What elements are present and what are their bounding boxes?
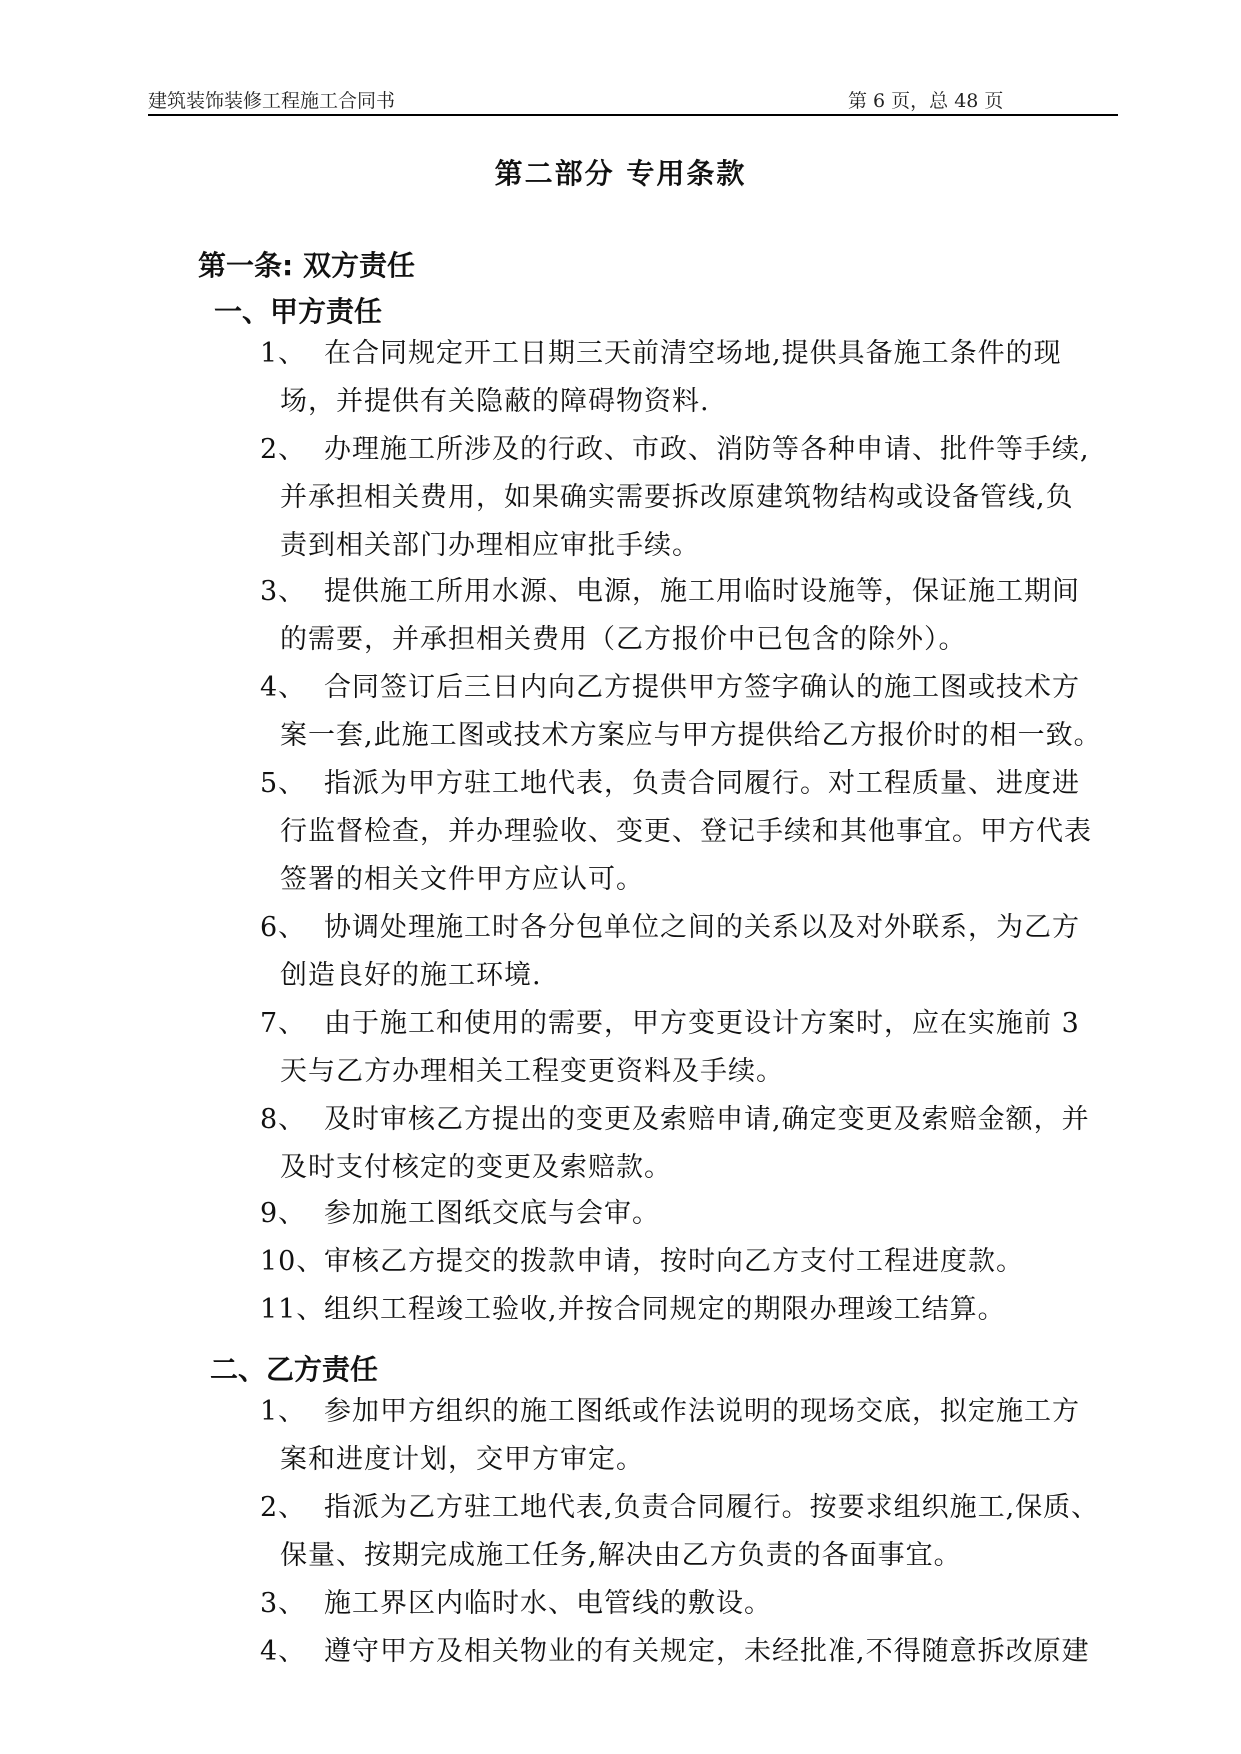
list-item <box>260 330 1120 426</box>
list-item <box>260 1096 1120 1192</box>
list-item <box>260 1000 1120 1096</box>
item-text: 及时支付核定的变更及索赔款。 <box>280 1152 672 1183</box>
item-text: 遵守甲方及相关物业的有关规定，未经批准,不得随意拆改原建 <box>324 1636 1090 1667</box>
list-item <box>260 760 1120 904</box>
item-text: 责到相关部门办理相应审批手续。 <box>280 530 700 561</box>
item-number: 6、 <box>260 912 307 943</box>
item-text: 指派为乙方驻工地代表,负责合同履行。按要求组织施工,保质、 <box>324 1492 1100 1523</box>
item-text: 提供施工所用水源、电源，施工用临时设施等，保证施工期间 <box>324 576 1080 607</box>
list-item <box>260 904 1120 1000</box>
item-text: 在合同规定开工日期三天前清空场地,提供具备施工条件的现 <box>324 338 1062 369</box>
list-item <box>260 1628 1120 1676</box>
item-text: 及时审核乙方提出的变更及索赔申请,确定变更及索赔金额，并 <box>324 1104 1090 1135</box>
list-item <box>260 1580 1120 1628</box>
item-text: 组织工程竣工验收,并按合同规定的期限办理竣工结算。 <box>324 1294 1006 1325</box>
item-number: 7、 <box>260 1008 307 1039</box>
list-item <box>260 568 1120 664</box>
section-heading-party-a: 一、甲方责任 <box>214 295 383 328</box>
item-number: 1、 <box>260 1396 307 1427</box>
list-item <box>260 426 1120 570</box>
item-text: 天与乙方办理相关工程变更资料及手续。 <box>280 1056 784 1087</box>
list-item <box>260 1388 1120 1484</box>
item-text: 办理施工所涉及的行政、市政、消防等各种申请、批件等手续, <box>324 434 1090 465</box>
item-number: 3、 <box>260 1588 307 1619</box>
article-heading: 第一条: 双方责任 <box>198 249 415 282</box>
item-text: 参加施工图纸交底与会审。 <box>324 1198 660 1229</box>
item-text: 创造良好的施工环境. <box>280 960 542 991</box>
item-text: 施工界区内临时水、电管线的敷设。 <box>324 1588 772 1619</box>
item-number: 3、 <box>260 576 307 607</box>
item-text: 案和进度计划，交甲方审定。 <box>280 1444 644 1475</box>
item-text: 场，并提供有关隐蔽的障碍物资料. <box>280 386 710 417</box>
item-number: 2、 <box>260 434 307 465</box>
item-number: 5、 <box>260 768 307 799</box>
item-text: 协调处理施工时各分包单位之间的关系以及对外联系，为乙方 <box>324 912 1080 943</box>
item-text: 的需要，并承担相关费用（乙方报价中已包含的除外）。 <box>280 624 967 655</box>
section-heading-party-b: 二、乙方责任 <box>210 1353 379 1386</box>
part-title: 第二部分 专用条款 <box>494 157 747 190</box>
item-text: 由于施工和使用的需要，甲方变更设计方案时，应在实施前 3 <box>324 1008 1080 1039</box>
item-number: 10、 <box>260 1246 325 1277</box>
list-item <box>260 1190 1120 1238</box>
item-text: 签署的相关文件甲方应认可。 <box>280 864 644 895</box>
item-text: 指派为甲方驻工地代表，负责合同履行。对工程质量、进度进 <box>324 768 1080 799</box>
item-text: 并承担相关费用，如果确实需要拆改原建筑物结构或设备管线,负 <box>280 482 1074 513</box>
list-item <box>260 1238 1120 1286</box>
list-item <box>260 1484 1120 1580</box>
document-title: 建筑装饰装修工程施工合同书 <box>148 90 396 112</box>
item-text: 参加甲方组织的施工图纸或作法说明的现场交底，拟定施工方 <box>324 1396 1080 1427</box>
item-number: 4、 <box>260 1636 307 1667</box>
item-text: 案一套,此施工图或技术方案应与甲方提供给乙方报价时的相一致。 <box>280 720 1102 751</box>
page-header <box>148 86 1118 114</box>
item-number: 1、 <box>260 338 307 369</box>
item-text: 审核乙方提交的拨款申请，按时向乙方支付工程进度款。 <box>324 1246 1024 1277</box>
header-divider <box>148 114 1118 116</box>
item-number: 2、 <box>260 1492 307 1523</box>
item-text: 合同签订后三日内向乙方提供甲方签字确认的施工图或技术方 <box>324 672 1080 703</box>
item-text: 保量、按期完成施工任务,解决由乙方负责的各面事宜。 <box>280 1540 962 1571</box>
list-item <box>260 664 1120 760</box>
item-number: 8、 <box>260 1104 307 1135</box>
page-number: 第 6 页，总 48 页 <box>848 90 1004 112</box>
item-text: 行监督检查，并办理验收、变更、登记手续和其他事宜。甲方代表 <box>280 816 1092 847</box>
list-item <box>260 1286 1120 1334</box>
item-number: 4、 <box>260 672 307 703</box>
item-number: 9、 <box>260 1198 307 1229</box>
item-number: 11、 <box>260 1294 325 1325</box>
